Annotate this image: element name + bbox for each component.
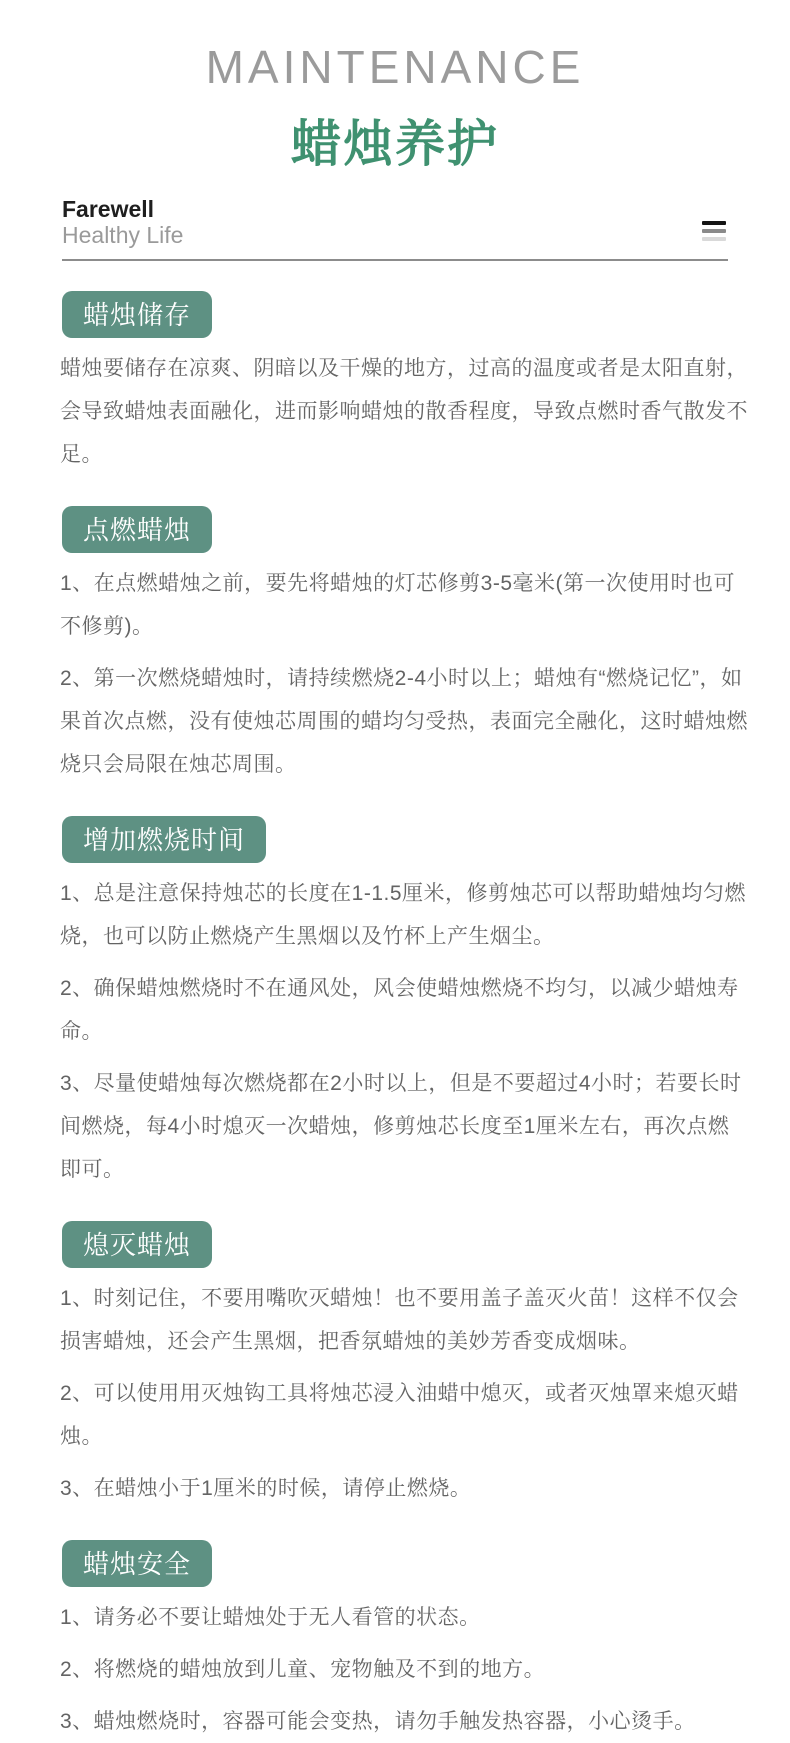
section-badge-label: 点燃蜡烛 xyxy=(83,514,192,545)
care-section xyxy=(60,816,748,1191)
section-badge xyxy=(62,291,212,338)
section-badge-label: 熄灭蜡烛 xyxy=(83,1229,192,1260)
care-section xyxy=(60,1540,748,1743)
page-header xyxy=(0,40,790,261)
section-badge xyxy=(62,506,212,553)
section-paragraph: 2、将燃烧的蜡烛放到儿童、宠物触及不到的地方。 xyxy=(60,1657,546,1681)
section-paragraph: 1、时刻记住，不要用嘴吹灭蜡烛！也不要用盖子盖灭火苗！这样不仅会损害蜡烛，还会产生黑烟，把香氛蜡烛的美妙芳香变成烟味。 xyxy=(60,1286,739,1353)
care-section xyxy=(60,291,748,476)
content-area xyxy=(0,291,790,1743)
hamburger-menu-icon[interactable] xyxy=(700,217,728,245)
page-subtitle: MAINTENANCE xyxy=(205,41,585,93)
page-title: 蜡烛养护 xyxy=(291,116,499,172)
brand-name: Farewell xyxy=(62,196,155,222)
section-paragraph: 3、尽量使蜡烛每次燃烧都在2小时以上，但是不要超过4小时；若要长时间燃烧，每4小时熄灭一次蜡烛，修剪烛芯长度至1厘米左右，再次点燃即可。 xyxy=(60,1071,742,1181)
section-paragraph: 2、第一次燃烧蜡烛时，请持续燃烧2-4小时以上；蜡烛有“燃烧记忆”，如果首次点燃，没有使烛芯周围的蜡均匀受热，表面完全融化，这时蜡烛燃烧只会局限在烛芯周围。 xyxy=(60,666,748,776)
section-paragraph: 2、确保蜡烛燃烧时不在通风处，风会使蜡烛燃烧不均匀，以减少蜡烛寿命。 xyxy=(60,976,739,1043)
candle-care-page xyxy=(0,40,790,1733)
section-badge-label: 蜡烛储存 xyxy=(83,299,192,330)
brand-row xyxy=(62,196,728,249)
section-badge-label: 增加燃烧时间 xyxy=(83,824,246,855)
section-paragraph: 2、可以使用用灭烛钩工具将烛芯浸入油蜡中熄灭，或者灭烛罩来熄灭蜡烛。 xyxy=(60,1381,739,1448)
section-paragraph: 3、在蜡烛小于1厘米的时候，请停止燃烧。 xyxy=(60,1476,472,1500)
header-divider xyxy=(62,259,728,261)
section-paragraph: 1、请务必不要让蜡烛处于无人看管的状态。 xyxy=(60,1605,481,1629)
section-paragraph: 蜡烛要储存在凉爽、阴暗以及干燥的地方，过高的温度或者是太阳直射，会导致蜡烛表面融化，进而影响蜡烛的散香程度，导致点燃时香气散发不足。 xyxy=(60,356,748,466)
care-section xyxy=(60,1221,748,1510)
section-paragraph: 1、总是注意保持烛芯的长度在1-1.5厘米，修剪烛芯可以帮助蜡烛均匀燃烧，也可以防止燃烧产生黑烟以及竹杯上产生烟尘。 xyxy=(60,881,747,948)
section-badge-label: 蜡烛安全 xyxy=(83,1548,192,1579)
section-badge xyxy=(62,816,266,863)
section-paragraph: 1、在点燃蜡烛之前，要先将蜡烛的灯芯修剪3-5毫米(第一次使用时也可不修剪)。 xyxy=(60,571,736,638)
section-paragraph: 3、蜡烛燃烧时，容器可能会变热，请勿手触发热容器，小心烫手。 xyxy=(60,1709,696,1733)
brand-tagline: Healthy Life xyxy=(62,222,184,249)
section-badge xyxy=(62,1540,212,1587)
care-section xyxy=(60,506,748,786)
section-badge xyxy=(62,1221,212,1268)
brand-block xyxy=(62,196,183,249)
